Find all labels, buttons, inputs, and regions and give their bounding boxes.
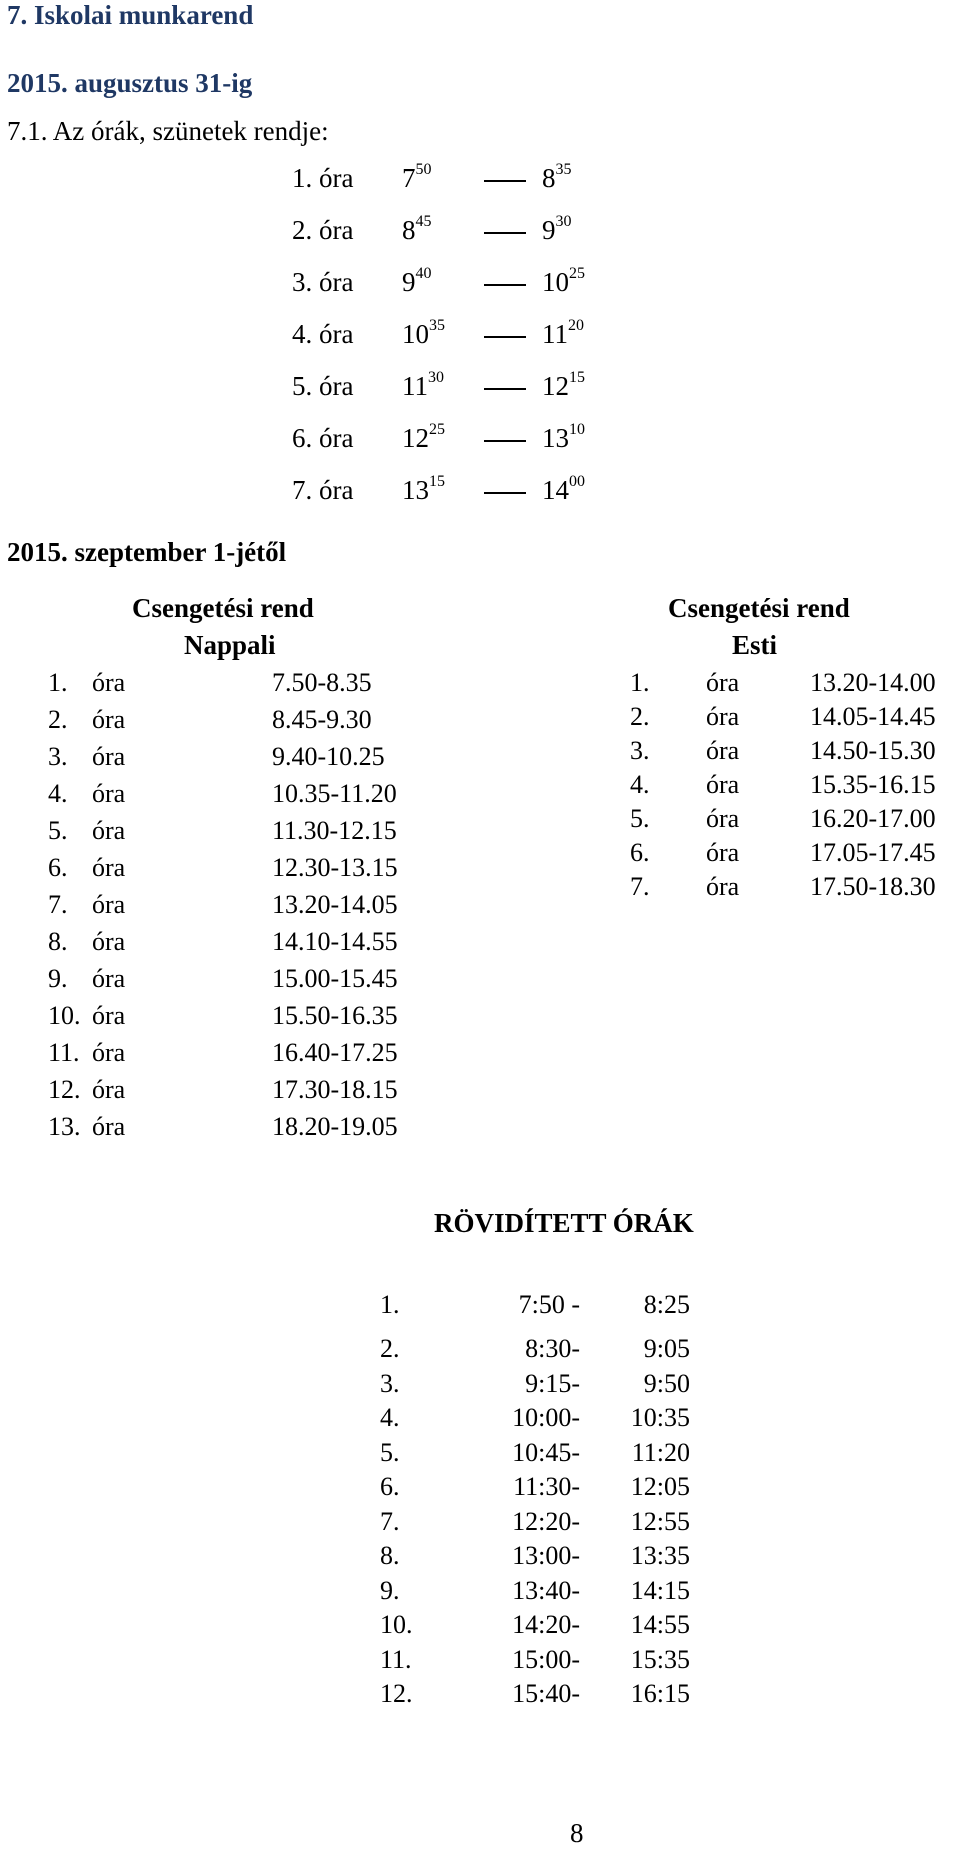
evening-schedule-subtitle: Esti	[732, 630, 778, 660]
lesson-number: 4. óra	[292, 319, 354, 349]
lesson-number: 1. óra	[292, 163, 354, 193]
lesson-number: 11.	[48, 1038, 80, 1067]
end-minute: 35	[555, 161, 572, 178]
short-schedule-row	[380, 1679, 720, 1715]
start-time: 11:30-	[513, 1472, 580, 1501]
short-schedule-row	[380, 1507, 720, 1543]
lesson-time: 15.50-16.35	[272, 1001, 398, 1030]
end-time: 14:15	[630, 1575, 690, 1605]
start-time: 10:00-	[512, 1403, 580, 1432]
start-time	[402, 317, 484, 349]
period-from-heading: 2015. szeptember 1-jétől	[7, 537, 287, 567]
lesson-number: 4.	[380, 1403, 400, 1432]
short-schedule-row	[380, 1403, 720, 1439]
period-until-heading: 2015. augusztus 31-ig	[7, 68, 253, 98]
lesson-number: 1.	[48, 668, 68, 697]
dash-separator	[484, 284, 526, 286]
start-time: 8:30-	[525, 1334, 580, 1363]
old-schedule-row	[292, 213, 572, 245]
day-schedule-row	[48, 890, 448, 926]
end-minute: 10	[569, 421, 585, 438]
lesson-number: 5.	[380, 1437, 400, 1467]
dash-separator	[484, 440, 526, 442]
section-heading: 7.1. Az órák, szünetek rendje:	[7, 116, 329, 146]
start-minute: 40	[415, 265, 432, 282]
page-heading: 7. Iskolai munkarend	[7, 0, 254, 30]
end-hour: 8	[542, 163, 556, 193]
old-schedule-row	[292, 265, 585, 297]
short-schedule-row	[380, 1334, 720, 1370]
lesson-time: 17.50-18.30	[810, 872, 936, 901]
end-time: 9:05	[643, 1334, 690, 1363]
start-minute: 35	[429, 317, 445, 334]
lesson-number: 6.	[380, 1472, 400, 1501]
lesson-label: óra	[92, 1038, 126, 1067]
evening-schedule-row	[630, 872, 950, 908]
lesson-number: 7.	[48, 890, 68, 919]
evening-schedule-row	[630, 736, 950, 772]
lesson-time: 16.20-17.00	[810, 804, 936, 833]
start-time	[402, 265, 484, 297]
day-schedule-row	[48, 1112, 448, 1148]
lesson-label: óra	[706, 838, 740, 867]
start-time	[402, 369, 484, 401]
lesson-number: 5.	[630, 804, 650, 833]
dash-separator	[484, 388, 526, 390]
lesson-number: 7.	[630, 872, 650, 901]
end-minute: 20	[568, 317, 584, 334]
lesson-label: óra	[92, 1075, 126, 1104]
short-schedule-row	[380, 1541, 720, 1577]
lesson-time: 14.10-14.55	[272, 927, 398, 956]
day-schedule-row	[48, 779, 448, 815]
lesson-time: 7.50-8.35	[272, 668, 372, 697]
lesson-label: óra	[92, 742, 126, 771]
lesson-label: óra	[92, 1001, 126, 1030]
lesson-number: 1.	[380, 1290, 400, 1319]
evening-schedule-row	[630, 702, 950, 738]
end-time: 11:20	[631, 1437, 690, 1467]
lesson-label: óra	[92, 890, 126, 919]
end-time: 14:55	[630, 1610, 690, 1639]
lesson-time: 8.45-9.30	[272, 705, 372, 734]
day-schedule-row	[48, 853, 448, 889]
end-time: 9:50	[643, 1368, 690, 1398]
lesson-time: 13.20-14.00	[810, 668, 936, 697]
lesson-label: óra	[706, 736, 740, 765]
start-hour: 7	[402, 163, 416, 193]
end-hour: 11	[542, 319, 568, 349]
end-time	[542, 475, 585, 505]
evening-schedule-row	[630, 668, 950, 704]
start-minute: 25	[429, 421, 445, 438]
start-time: 15:40-	[512, 1679, 580, 1708]
day-schedule-row	[48, 927, 448, 963]
evening-schedule-row	[630, 804, 950, 840]
lesson-time: 15.00-15.45	[272, 964, 398, 993]
lesson-label: óra	[92, 964, 126, 993]
lesson-number: 3.	[48, 742, 68, 771]
lesson-number: 3.	[630, 736, 650, 765]
lesson-time: 17.30-18.15	[272, 1075, 398, 1104]
lesson-number: 2. óra	[292, 215, 354, 245]
end-time: 10:35	[630, 1403, 690, 1432]
end-minute: 30	[555, 213, 572, 230]
lesson-label: óra	[92, 705, 126, 734]
end-time	[542, 267, 585, 297]
start-hour: 9	[402, 267, 416, 297]
lesson-number: 4.	[630, 770, 650, 799]
end-time: 15:35	[630, 1644, 690, 1674]
lesson-label: óra	[706, 804, 740, 833]
end-time: 12:55	[630, 1506, 690, 1536]
page-number: 8	[570, 1818, 584, 1848]
short-schedule-row	[380, 1369, 720, 1405]
day-schedule-row	[48, 816, 448, 852]
start-time: 7:50 -	[518, 1290, 580, 1319]
end-time	[542, 319, 584, 349]
evening-schedule-title: Csengetési rend	[668, 593, 850, 623]
lesson-number: 7. óra	[292, 475, 354, 505]
dash-separator	[484, 232, 526, 234]
day-schedule-row	[48, 1001, 448, 1037]
start-time: 15:00-	[512, 1644, 580, 1674]
lesson-time: 11.30-12.15	[272, 816, 397, 845]
end-minute: 15	[569, 369, 585, 386]
lesson-number: 3.	[380, 1368, 400, 1398]
lesson-number: 2.	[380, 1334, 400, 1363]
day-schedule-row	[48, 742, 448, 778]
start-time	[402, 213, 484, 245]
start-time: 12:20-	[512, 1506, 580, 1536]
lesson-time: 16.40-17.25	[272, 1038, 398, 1067]
end-hour: 12	[542, 371, 569, 401]
end-time	[542, 215, 572, 245]
lesson-time: 18.20-19.05	[272, 1112, 398, 1141]
start-time	[402, 473, 484, 505]
lesson-number: 9.	[48, 964, 68, 993]
day-schedule-row	[48, 1075, 448, 1111]
end-time: 16:15	[630, 1679, 690, 1708]
day-schedule-row	[48, 668, 448, 704]
end-minute: 00	[569, 473, 585, 490]
dash-separator	[484, 336, 526, 338]
start-time	[402, 161, 484, 193]
start-time: 13:40-	[512, 1575, 580, 1605]
day-schedule-row	[48, 705, 448, 741]
lesson-number: 10.	[380, 1610, 413, 1639]
short-schedule-row	[380, 1438, 720, 1474]
start-time: 13:00-	[512, 1541, 580, 1570]
lesson-time: 9.40-10.25	[272, 742, 385, 771]
lesson-time: 13.20-14.05	[272, 890, 398, 919]
old-schedule-row	[292, 317, 584, 349]
lesson-label: óra	[92, 853, 126, 882]
lesson-number: 8.	[380, 1541, 400, 1570]
start-minute: 50	[415, 161, 432, 178]
start-hour: 10	[402, 319, 429, 349]
day-schedule-row	[48, 1038, 448, 1074]
end-minute: 25	[569, 265, 585, 282]
start-time	[402, 421, 484, 453]
start-time: 14:20-	[512, 1610, 580, 1639]
end-time: 13:35	[630, 1541, 690, 1570]
start-minute: 15	[429, 473, 445, 490]
lesson-time: 10.35-11.20	[272, 779, 397, 808]
end-time	[542, 423, 585, 453]
start-minute: 45	[415, 213, 432, 230]
start-hour: 8	[402, 215, 416, 245]
short-schedule-row	[380, 1610, 720, 1646]
lesson-label: óra	[92, 1112, 126, 1141]
lesson-label: óra	[706, 770, 740, 799]
old-schedule-row	[292, 369, 585, 401]
end-hour: 14	[542, 475, 569, 505]
short-schedule-row	[380, 1290, 720, 1326]
old-schedule-row	[292, 421, 585, 453]
lesson-number: 13.	[48, 1112, 81, 1141]
end-time	[542, 371, 585, 401]
lesson-number: 4.	[48, 779, 68, 808]
lesson-number: 10.	[48, 1001, 81, 1030]
lesson-number: 11.	[380, 1644, 412, 1674]
lesson-number: 3. óra	[292, 267, 354, 297]
lesson-number: 6.	[48, 853, 68, 882]
start-hour: 11	[402, 371, 428, 401]
lesson-time: 12.30-13.15	[272, 853, 398, 882]
end-hour: 13	[542, 423, 569, 453]
evening-schedule-row	[630, 770, 950, 806]
lesson-label: óra	[92, 668, 126, 697]
evening-schedule-row	[630, 838, 950, 874]
old-schedule-row	[292, 161, 572, 193]
start-time: 9:15-	[525, 1368, 580, 1398]
lesson-number: 2.	[630, 702, 650, 731]
lesson-number: 9.	[380, 1575, 400, 1605]
lesson-label: óra	[92, 779, 126, 808]
end-time: 12:05	[630, 1472, 690, 1501]
lesson-time: 17.05-17.45	[810, 838, 936, 867]
lesson-number: 6.	[630, 838, 650, 867]
lesson-number: 12.	[48, 1075, 81, 1104]
lesson-label: óra	[706, 702, 740, 731]
short-schedule-row	[380, 1576, 720, 1612]
day-schedule-title: Csengetési rend	[132, 593, 314, 623]
lesson-time: 14.50-15.30	[810, 736, 936, 765]
day-schedule-row	[48, 964, 448, 1000]
end-time: 8:25	[643, 1290, 690, 1319]
lesson-label: óra	[706, 668, 740, 697]
lesson-number: 5. óra	[292, 371, 354, 401]
lesson-label: óra	[92, 816, 126, 845]
day-schedule-subtitle: Nappali	[184, 630, 276, 660]
lesson-label: óra	[92, 927, 126, 956]
dash-separator	[484, 492, 526, 494]
lesson-number: 1.	[630, 668, 650, 697]
short-schedule-title: RÖVIDÍTETT ÓRÁK	[434, 1208, 694, 1238]
lesson-number: 2.	[48, 705, 68, 734]
short-schedule-row	[380, 1472, 720, 1508]
end-hour: 10	[542, 267, 569, 297]
lesson-number: 8.	[48, 927, 68, 956]
old-schedule-row	[292, 473, 585, 505]
end-hour: 9	[542, 215, 556, 245]
start-minute: 30	[428, 369, 444, 386]
end-time	[542, 163, 572, 193]
short-schedule-row	[380, 1645, 720, 1681]
start-hour: 12	[402, 423, 429, 453]
lesson-number: 7.	[380, 1506, 400, 1536]
start-hour: 13	[402, 475, 429, 505]
dash-separator	[484, 180, 526, 182]
lesson-time: 14.05-14.45	[810, 702, 936, 731]
lesson-number: 6. óra	[292, 423, 354, 453]
lesson-time: 15.35-16.15	[810, 770, 936, 799]
start-time: 10:45-	[512, 1437, 580, 1467]
lesson-label: óra	[706, 872, 740, 901]
lesson-number: 5.	[48, 816, 68, 845]
lesson-number: 12.	[380, 1679, 413, 1708]
